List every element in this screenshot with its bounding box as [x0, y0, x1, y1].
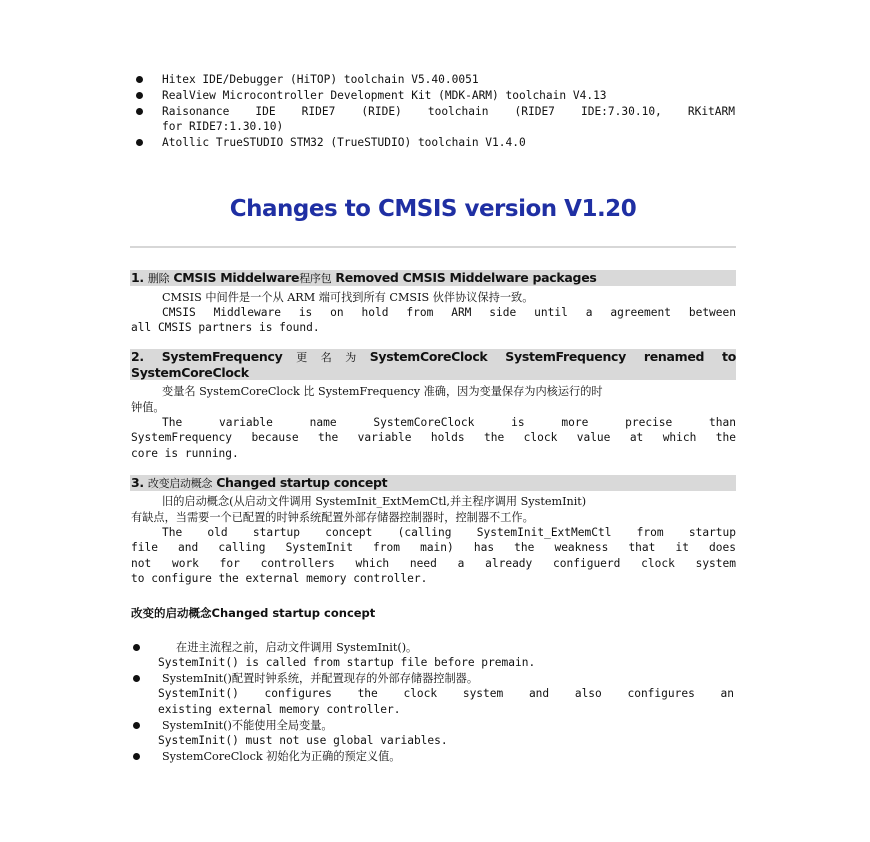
- change-item-cn: 在进主流程之前，启动文件调用 SystemInit()。: [176, 641, 418, 654]
- section-2-heading-continued: SystemCoreClock: [131, 365, 249, 380]
- section-2-heading: [131, 349, 736, 366]
- heading-en: SystemFrequency: [161, 349, 283, 364]
- section-number: 3.: [131, 475, 144, 490]
- heading-cn: 改变的启动概念: [131, 606, 212, 620]
- heading-en: Removed CMSIS Middelware packages: [335, 270, 597, 285]
- toolchain-item: RealView Microcontroller Development Kit (MDK-ARM) toolchain V4.13: [162, 89, 607, 102]
- page-title: Changes to CMSIS version V1.20: [229, 196, 637, 222]
- paragraph-en: The old startup concept (calling SystemInit_ExtMemCtl from startup: [162, 526, 736, 539]
- toolchain-item: Atollic TrueSTUDIO STM32 (TrueSTUDIO) toolchain V1.4.0: [162, 136, 526, 149]
- bullet-icon: [136, 139, 143, 146]
- heading-cn: 删除: [147, 272, 170, 285]
- paragraph-en: not work for controllers which need a already configuerd clock system: [131, 557, 736, 570]
- paragraph-cn: 有缺点，当需要一个已配置的时钟系统配置外部存储器控制器时，控制器不工作。: [131, 511, 534, 524]
- section-number: 2.: [131, 349, 144, 364]
- heading-en: SystemCoreClock SystemFrequency renamed to: [369, 349, 736, 364]
- bullet-icon: [136, 108, 143, 115]
- change-item-cn: SystemInit()不能使用全局变量。: [162, 719, 333, 732]
- paragraph-en: CMSIS Middleware is on hold from ARM side until a agreement between: [162, 306, 736, 319]
- paragraph-en: file and calling SystemInit from main) has the weakness that it does: [131, 541, 736, 554]
- paragraph-en: SystemFrequency because the variable holds the clock value at which the: [131, 431, 736, 444]
- paragraph-cn: 钟值。: [131, 401, 165, 414]
- paragraph-cn: 变量名 SystemCoreClock 比 SystemFrequency 准确，因为变量保存为内核运行的时: [162, 385, 603, 398]
- change-item-en: existing external memory controller.: [158, 703, 401, 716]
- change-item-cn: SystemInit()配置时钟系统，并配置现存的外部存储器控制器。: [162, 672, 479, 685]
- change-item-en: SystemInit() is called from startup file before premain.: [158, 656, 536, 669]
- toolchain-item: Hitex IDE/Debugger (HiTOP) toolchain V5.40.0051: [162, 73, 479, 86]
- heading-en: CMSIS Middelware: [173, 270, 300, 285]
- paragraph-en: to configure the external memory controller.: [131, 572, 428, 585]
- bullet-icon: [136, 76, 143, 83]
- section-1-heading: [131, 270, 737, 287]
- toolchain-item: Raisonance IDE RIDE7 (RIDE) toolchain (RIDE7 IDE:7.30.10, RKitARM: [162, 105, 735, 118]
- heading-cn: 程序包: [299, 272, 332, 285]
- section-number: 1.: [131, 270, 144, 285]
- heading-en: Changed startup concept: [211, 606, 376, 620]
- heading-cn: 改变启动概念: [147, 477, 213, 490]
- paragraph-cn: CMSIS 中间件是一个从 ARM 端可找到所有 CMSIS 伙伴协议保持一致。: [162, 291, 534, 304]
- divider: [130, 246, 736, 248]
- paragraph-en: The variable name SystemCoreClock is more precise than: [162, 416, 736, 429]
- change-item-en: SystemInit() configures the clock system and also configures an: [158, 687, 734, 700]
- bullet-icon: [133, 753, 140, 760]
- changed-concept-heading: [131, 605, 375, 621]
- paragraph-en: core is running.: [131, 447, 239, 460]
- heading-cn: 更名为: [282, 351, 370, 364]
- bullet-icon: [133, 644, 140, 651]
- section-3-heading: [131, 475, 737, 492]
- change-item-cn: SystemCoreClock 初始化为正确的预定义值。: [162, 750, 401, 763]
- bullet-icon: [133, 722, 140, 729]
- change-item-en: SystemInit() must not use global variables.: [158, 734, 448, 747]
- bullet-icon: [136, 92, 143, 99]
- bullet-icon: [133, 675, 140, 682]
- heading-en: Changed startup concept: [216, 475, 388, 490]
- paragraph-en: all CMSIS partners is found.: [131, 321, 320, 334]
- paragraph-cn: 旧的启动概念(从启动文件调用 SystemInit_ExtMemCtl,并主程序调用 SystemInit): [162, 495, 587, 508]
- toolchain-item-continued: for RIDE7:1.30.10): [162, 120, 284, 133]
